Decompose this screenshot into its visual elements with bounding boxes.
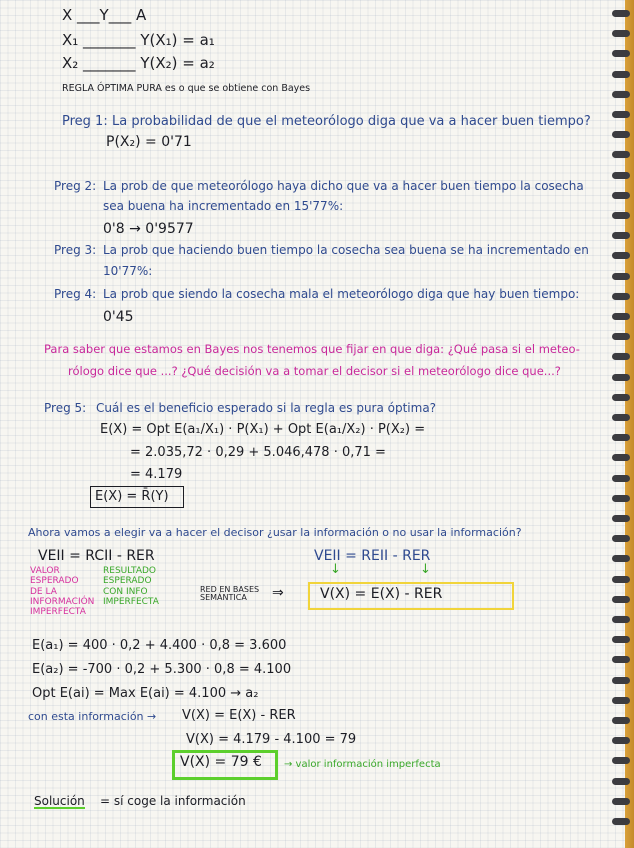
q3-label: Preg 3: [54, 243, 97, 257]
spiral-ring [612, 50, 630, 57]
q5-eq-2: = 2.035,72 · 0,29 + 5.046,478 · 0,71 = [130, 445, 386, 460]
spiral-ring [612, 737, 630, 744]
spiral-ring [612, 293, 630, 300]
q5-text: Cuál es el beneficio esperado si la regla es pura óptima? [96, 401, 437, 415]
spiral-ring [612, 555, 630, 562]
q3-text-2: 10'77%: [103, 264, 153, 278]
calc-line-4: V(X) = E(X) - RER [182, 708, 296, 723]
veii-note: RED EN BASES SEMÁNTICA [200, 585, 260, 602]
spiral-ring [612, 757, 630, 764]
spiral-ring [612, 495, 630, 502]
spiral-ring [612, 212, 630, 219]
spiral-ring [612, 71, 630, 78]
calc-line-6: V(X) = 79 € [180, 754, 262, 770]
spiral-ring [612, 535, 630, 542]
spiral-ring [612, 91, 630, 98]
q2-text-2: sea buena ha incrementado en 15'77%: [103, 199, 344, 213]
q3-text-1: La prob que haciendo buen tiempo la cosecha sea buena se ha incrementado en [103, 243, 589, 257]
regla-optima-note: REGLA ÓPTIMA PURA es o que se obtiene con Bayes [62, 83, 311, 94]
spiral-ring [612, 515, 630, 522]
spiral-ring [612, 313, 630, 320]
spiral-ring [612, 475, 630, 482]
veii-formula-box: V(X) = E(X) - RER [320, 586, 443, 602]
top-row-2: X₁ _______ Y(X₁) = a₁ [62, 31, 215, 49]
q2-text-1: La prob de que meteorólogo haya dicho que va a hacer buen tiempo la cosecha [103, 179, 584, 193]
spiral-ring [612, 616, 630, 623]
spiral-ring [612, 374, 630, 381]
spiral-ring [612, 131, 630, 138]
q1-label: Preg 1: [62, 114, 108, 129]
top-row-1: X ___Y___ A [62, 6, 147, 24]
calc-line-3: Opt E(ai) = Max E(ai) = 4.100 → a₂ [32, 686, 259, 701]
spiral-ring [612, 273, 630, 280]
spiral-ring [612, 596, 630, 603]
calc-line-4-prefix: con esta información → [28, 710, 157, 723]
spiral-ring [612, 192, 630, 199]
spiral-ring [612, 414, 630, 421]
veii-question: Ahora vamos a elegir va a hacer el decisor ¿usar la información o no usar la información? [28, 526, 522, 539]
veii-label-1: VALOR ESPERADO DE LA INFORMACIÓN IMPERFECTA [30, 566, 95, 618]
calc-line-5: V(X) = 4.179 - 4.100 = 79 [186, 732, 357, 747]
q5-label: Preg 5: [44, 401, 87, 415]
solution-label: Solución [34, 794, 85, 808]
spiral-ring [612, 778, 630, 785]
calc-line-6-note: → valor información imperfecta [284, 759, 441, 770]
spiral-ring [612, 717, 630, 724]
spiral-ring [612, 576, 630, 583]
spiral-ring [612, 232, 630, 239]
spiral-ring [612, 636, 630, 643]
spiral-ring [612, 353, 630, 360]
q5-eq-4: E(X) = R̄(Y) [95, 489, 169, 504]
calc-line-1: E(a₁) = 400 · 0,2 + 4.400 · 0,8 = 3.600 [32, 638, 287, 653]
spiral-binding [606, 10, 634, 846]
q5-eq-3: = 4.179 [130, 467, 183, 482]
spiral-ring [612, 30, 630, 37]
top-row-3: X₂ _______ Y(X₂) = a₂ [62, 54, 215, 72]
spiral-ring [612, 333, 630, 340]
spiral-ring [612, 454, 630, 461]
spiral-ring [612, 172, 630, 179]
q1-text: La probabilidad de que el meteorólogo diga que va a hacer buen tiempo? [112, 114, 591, 129]
spiral-ring [612, 798, 630, 805]
spiral-ring [612, 111, 630, 118]
spiral-ring [612, 818, 630, 825]
spiral-ring [612, 151, 630, 158]
veii-formula-right: VEII = REII - RER [314, 548, 431, 564]
q4-text: La prob que siendo la cosecha mala el meteorólogo diga que hay buen tiempo: [103, 287, 580, 301]
spiral-ring [612, 394, 630, 401]
veii-formula: VEII = RCII - RER [38, 548, 155, 564]
down-arrow-icon-2: ↓ [420, 562, 431, 577]
bayes-note-line-1: Para saber que estamos en Bayes nos tenemos que fijar en que diga: ¿Qué pasa si el meteo- [44, 342, 580, 356]
spiral-ring [612, 10, 630, 17]
q4-answer: 0'45 [103, 309, 134, 325]
q5-eq-1: E(X) = Opt E(a₁/X₁) · P(X₁) + Opt E(a₁/X₂) · P(X₂) = [100, 422, 426, 437]
spiral-ring [612, 697, 630, 704]
bayes-note-line-2: rólogo dice que ...? ¿Qué decisión va a tomar el decisor si el meteorólogo dice que...? [68, 364, 561, 378]
q2-label: Preg 2: [54, 179, 97, 193]
calc-line-2: E(a₂) = -700 · 0,2 + 5.300 · 0,8 = 4.100 [32, 662, 292, 677]
spiral-ring [612, 677, 630, 684]
arrow-right-icon: ⇒ [272, 585, 284, 601]
q2-answer: 0'8 → 0'9577 [103, 221, 194, 237]
q1-answer: P(X₂) = 0'71 [106, 134, 192, 150]
spiral-ring [612, 656, 630, 663]
spiral-ring [612, 434, 630, 441]
q4-label: Preg 4: [54, 287, 97, 301]
spiral-ring [612, 252, 630, 259]
solution-text: = sí coge la información [100, 794, 246, 808]
down-arrow-icon-1: ↓ [330, 562, 341, 577]
veii-label-2: RESULTADO ESPERADO CON INFO IMPERFECTA [103, 566, 159, 608]
